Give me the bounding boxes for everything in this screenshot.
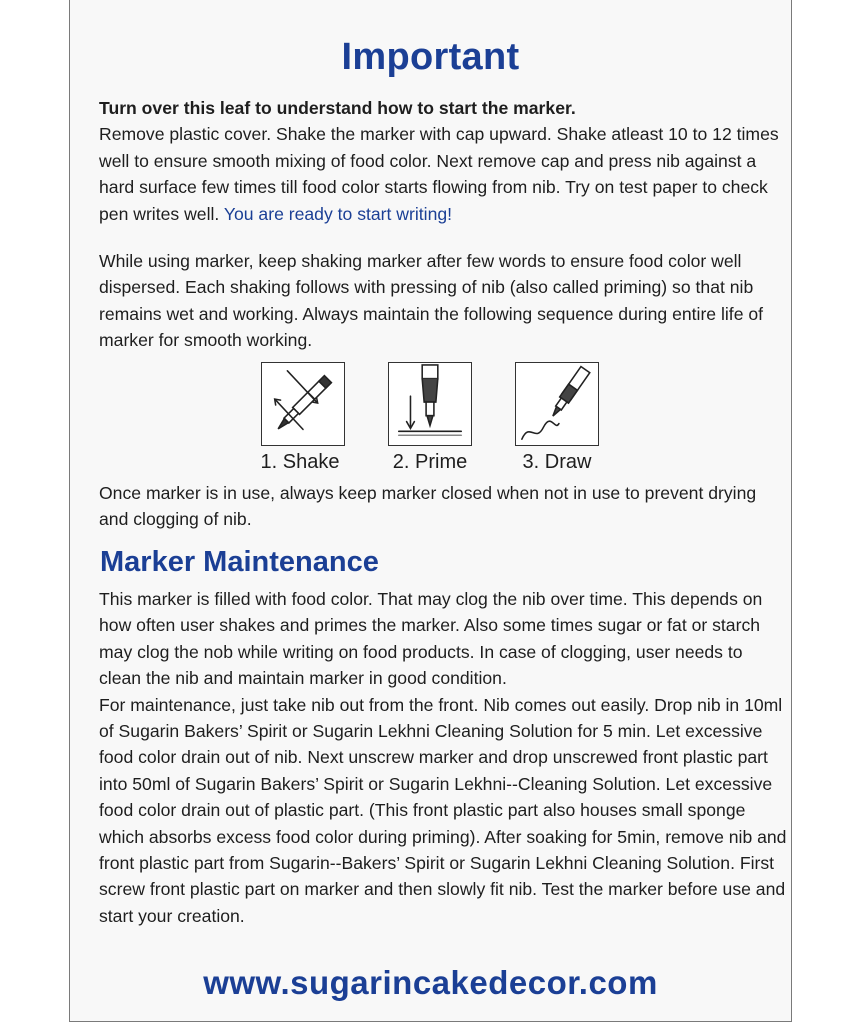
shake-marker-icon: [261, 362, 345, 446]
maintenance-paragraph-1: This marker is filled with food color. That may clog the nib over time. This depends on how often user shakes and primes the marker. Also some times sugar or fat or starch may clog the nob while writing on food products. In case of clogging, user needs to clean the nib and maintain marker in good condition.: [99, 589, 763, 689]
step-label-shake: 1. Shake: [260, 451, 340, 473]
step-label-draw: 3. Draw: [522, 451, 592, 473]
usage-paragraph: While using marker, keep shaking marker after few words to ensure food color well dispersed. Each shaking follows with pressing of nib (also called priming) so that nib remains wet and working. Always maintain the following sequence during entire life of marker for smooth working.: [99, 251, 764, 351]
intro-body: Remove plastic cover. Shake the marker with cap upward. Shake atleast 10 to 12 times well to ensure smooth mixing of food color. Next remove cap and press nib against a hard surface few times till food color starts flowing from nib. Try on test paper to check pen writes well.: [99, 124, 779, 224]
draw-marker-icon: [515, 362, 599, 446]
prime-nib-icon: [388, 362, 472, 446]
ready-highlight: You are ready to start writing!: [223, 203, 453, 224]
step-label-prime: 2. Prime: [392, 451, 468, 473]
closing-note: Once marker is in use, always keep marker closed when not in use to prevent drying and clogging of nib.: [99, 483, 757, 530]
intro-paragraph: [99, 95, 789, 227]
steps-row: [70, 362, 791, 480]
maintenance-heading: Marker Maintenance: [100, 546, 379, 578]
intro-bold-line: Turn over this leaf to understand how to start the marker.: [99, 98, 576, 118]
maintenance-text: [99, 586, 789, 929]
instruction-card: [69, 0, 792, 1022]
page-title: Important: [341, 36, 520, 78]
website-link[interactable]: www.sugarincakedecor.com: [203, 964, 658, 1001]
maintenance-paragraph-2: For maintenance, just take nib out from the front. Nib comes out easily. Drop nib in 10ml of Sugarin Bakers’ Spirit or Sugarin Lekhni Cleaning Solution for 5 min. Let excessive food color drain out of nib. Next unscrew marker and drop unscrewed front plastic part into 50ml of Sugarin Bakers’ Spirit or Sugarin Lekhni--Cleaning Solution. Let excessive food color drain out of plastic part. (This front plastic part also houses small sponge which absorbs excess food color during priming). After soaking for 5min, remove nib and front plastic part from Sugarin--Bakers’ Spirit or Sugarin Lekhni Cleaning Solution. First screw front plastic part on marker and then slowly fit nib. Test the marker before use and start your creation.: [99, 694, 787, 926]
